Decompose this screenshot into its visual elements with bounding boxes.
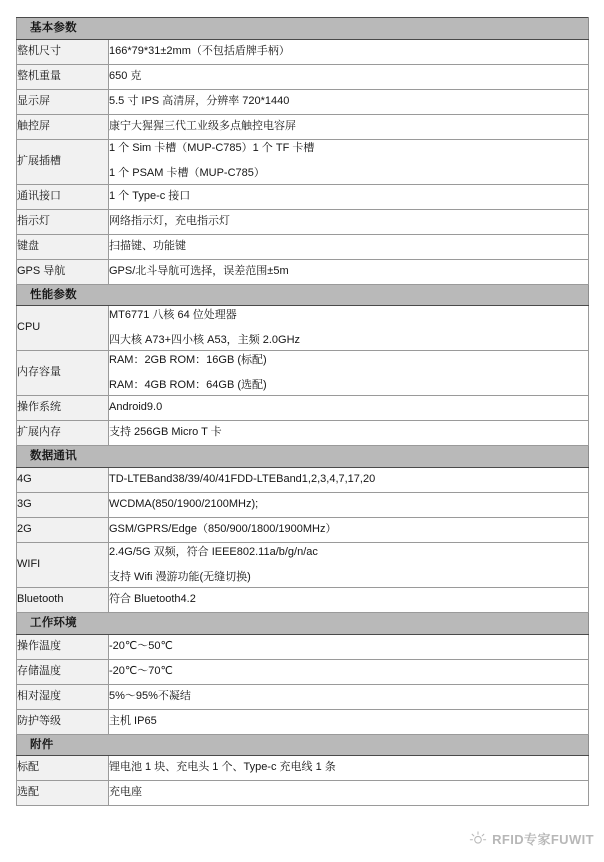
row-value-line: GSM/GPRS/Edge（850/900/1800/1900MHz） — [109, 523, 337, 536]
row-label: 通讯接口 — [17, 184, 109, 209]
row-value-line: 166*79*31±2mm（不包括盾牌手柄） — [109, 44, 290, 57]
row-label: 3G — [17, 493, 109, 518]
table-row — [17, 39, 589, 64]
section-title: 数据通讯 — [30, 450, 77, 463]
row-value — [109, 139, 589, 184]
row-label: 触控屏 — [17, 114, 109, 139]
row-value-line: 四大核 A73+四小核 A53，主频 2.0GHz — [109, 333, 301, 346]
row-value — [109, 114, 589, 139]
table-row — [17, 89, 589, 114]
row-value-line: 符合 Bluetooth4.2 — [109, 593, 196, 606]
row-value-line: WCDMA(850/1900/2100MHz); — [109, 498, 259, 511]
table-row — [17, 781, 589, 806]
section-header-row — [17, 734, 589, 756]
row-value-line: 扫描键、功能键 — [109, 239, 186, 252]
row-value — [109, 351, 589, 396]
row-value-line: TD-LTEBand38/39/40/41FDD-LTEBand1,2,3,4,7,17,20 — [109, 473, 376, 486]
section-header-cell — [17, 613, 589, 635]
row-value — [109, 588, 589, 613]
section-title: 性能参数 — [30, 288, 77, 301]
table-row — [17, 209, 589, 234]
section-header-cell — [17, 284, 589, 306]
section-title: 附件 — [30, 738, 54, 751]
table-row — [17, 684, 589, 709]
specification-table-body — [17, 18, 589, 806]
table-row — [17, 659, 589, 684]
row-value — [109, 684, 589, 709]
section-header-cell — [17, 446, 589, 468]
table-row — [17, 259, 589, 284]
row-value-line: 1 个 Sim 卡槽（MUP-C785）1 个 TF 卡槽 — [109, 142, 315, 155]
row-label: 键盘 — [17, 234, 109, 259]
specification-table — [16, 17, 589, 806]
row-value-line: GPS/北斗导航可选择，误差范围±5m — [109, 264, 289, 277]
row-value-line: RAM：4GB ROM：64GB (选配) — [109, 378, 267, 391]
row-label: 相对湿度 — [17, 684, 109, 709]
table-row — [17, 518, 589, 543]
row-label: 存储温度 — [17, 659, 109, 684]
row-value — [109, 659, 589, 684]
row-label: WIFI — [17, 543, 109, 588]
row-label: 显示屏 — [17, 89, 109, 114]
row-value-line: MT6771 八核 64 位处理器 — [109, 308, 237, 321]
row-label: GPS 导航 — [17, 259, 109, 284]
table-row — [17, 493, 589, 518]
sparkle-sun-icon — [469, 830, 487, 848]
row-label: 防护等级 — [17, 709, 109, 734]
row-label: 指示灯 — [17, 209, 109, 234]
row-label: 4G — [17, 468, 109, 493]
section-header-row — [17, 284, 589, 306]
section-header-cell — [17, 734, 589, 756]
row-value-line: 2.4G/5G 双频，符合 IEEE802.11a/b/g/n/ac — [109, 545, 318, 558]
row-label: CPU — [17, 306, 109, 351]
section-header-row — [17, 18, 589, 40]
row-value-line: 650 克 — [109, 69, 142, 82]
row-label: 整机尺寸 — [17, 39, 109, 64]
row-value — [109, 493, 589, 518]
table-row — [17, 114, 589, 139]
watermark-label: RFID专家FUWIT — [492, 832, 594, 847]
table-row — [17, 421, 589, 446]
section-header-row — [17, 613, 589, 635]
row-label: 操作系统 — [17, 396, 109, 421]
row-value-line: 充电座 — [109, 786, 142, 799]
row-value-line: -20℃～50℃ — [109, 639, 173, 652]
table-row — [17, 351, 589, 396]
section-title: 基本参数 — [30, 22, 77, 34]
row-value — [109, 543, 589, 588]
row-label: 扩展内存 — [17, 421, 109, 446]
row-label: 扩展插槽 — [17, 139, 109, 184]
section-title: 工作环境 — [30, 617, 77, 630]
row-value-line: Android9.0 — [109, 401, 163, 414]
row-value-line: 支持 Wifi 漫游功能(无缝切换) — [109, 570, 251, 583]
watermark — [469, 829, 594, 848]
row-label: Bluetooth — [17, 588, 109, 613]
row-value — [109, 39, 589, 64]
row-value — [109, 709, 589, 734]
table-row — [17, 634, 589, 659]
table-row — [17, 306, 589, 351]
row-value-line: 康宁大猩猩三代工业级多点触控电容屏 — [109, 119, 296, 132]
table-row — [17, 468, 589, 493]
section-header-row — [17, 446, 589, 468]
row-value — [109, 421, 589, 446]
row-value-line: 1 个 PSAM 卡槽（MUP-C785） — [109, 167, 265, 180]
row-value — [109, 184, 589, 209]
row-value — [109, 259, 589, 284]
section-header-cell — [17, 18, 589, 40]
table-row — [17, 543, 589, 588]
row-value — [109, 64, 589, 89]
row-value-line: -20℃～70℃ — [109, 664, 173, 677]
row-value — [109, 756, 589, 781]
table-row — [17, 139, 589, 184]
row-value-line: 1 个 Type-c 接口 — [109, 189, 191, 202]
table-row — [17, 64, 589, 89]
row-value-line: 5.5 寸 IPS 高清屏，分辨率 720*1440 — [109, 94, 290, 107]
row-value-line: 主机 IP65 — [109, 714, 157, 727]
table-row — [17, 396, 589, 421]
row-value — [109, 781, 589, 806]
row-value — [109, 518, 589, 543]
row-value-line: 5%～95%不凝结 — [109, 689, 191, 702]
row-label: 操作温度 — [17, 634, 109, 659]
row-value — [109, 234, 589, 259]
row-value-line: RAM：2GB ROM：16GB (标配) — [109, 353, 267, 366]
row-label: 2G — [17, 518, 109, 543]
row-value-line: 网络指示灯，充电指示灯 — [109, 214, 230, 227]
row-value — [109, 306, 589, 351]
table-row — [17, 234, 589, 259]
row-value — [109, 396, 589, 421]
row-label: 整机重量 — [17, 64, 109, 89]
table-row — [17, 756, 589, 781]
row-label: 选配 — [17, 781, 109, 806]
row-label: 内存容量 — [17, 351, 109, 396]
row-value-line: 锂电池 1 块、充电头 1 个、Type-c 充电线 1 条 — [109, 761, 336, 774]
row-label: 标配 — [17, 756, 109, 781]
row-value — [109, 89, 589, 114]
row-value — [109, 634, 589, 659]
row-value — [109, 209, 589, 234]
row-value-line: 支持 256GB Micro T 卡 — [109, 426, 222, 439]
row-value — [109, 468, 589, 493]
table-row — [17, 709, 589, 734]
table-row — [17, 588, 589, 613]
table-row — [17, 184, 589, 209]
